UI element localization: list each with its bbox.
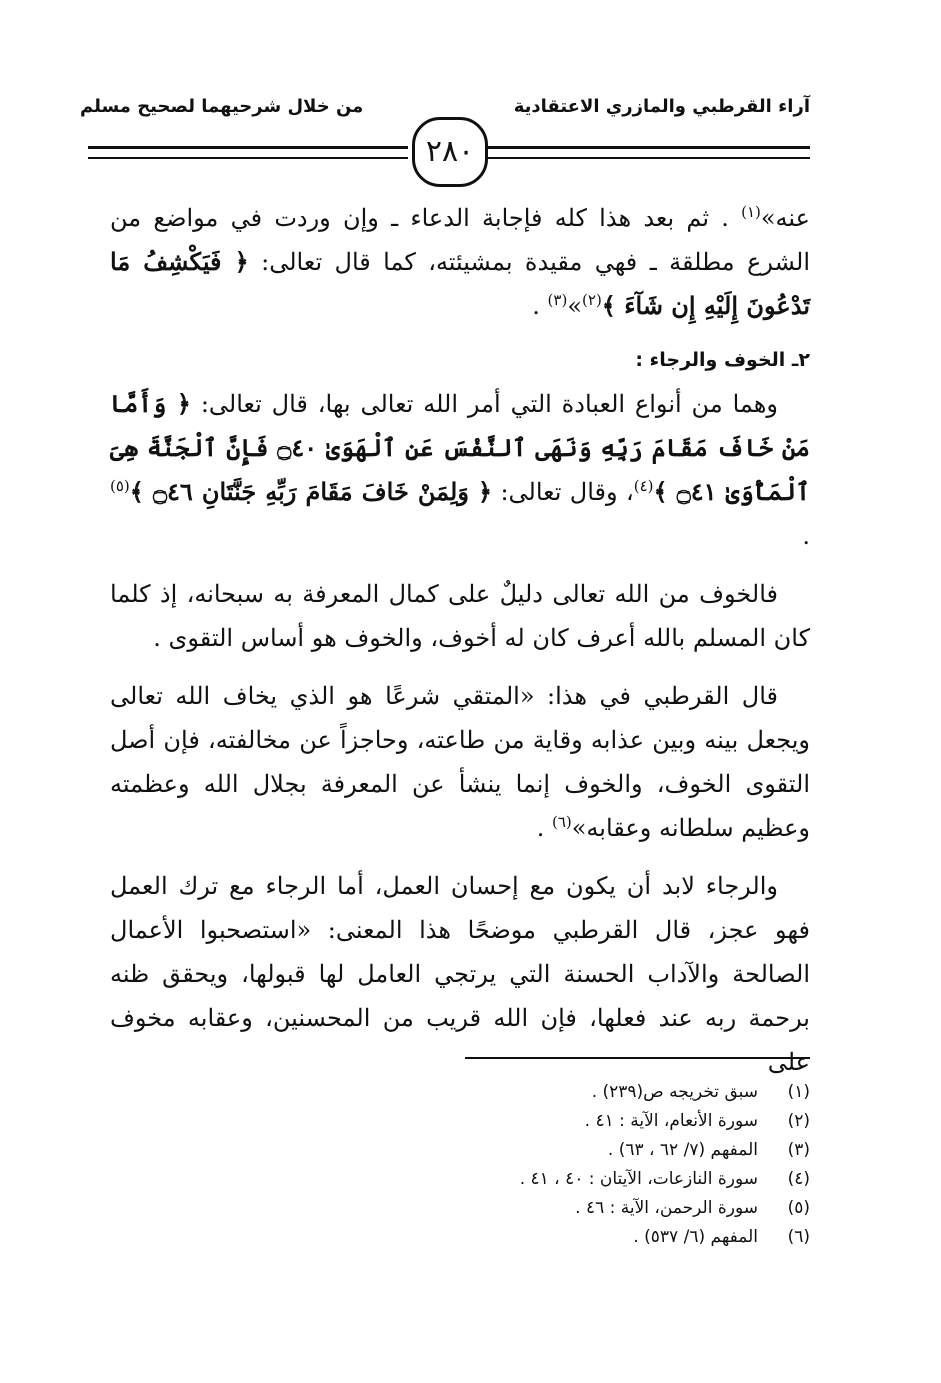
header-rule-left xyxy=(88,146,408,159)
footnote-text: المفهم (٦/ ٥٣٧) . xyxy=(633,1227,758,1247)
p4-text-a: قال القرطبي في هذا: «المتقي شرعًا هو الذي يخاف الله تعالى ويجعل بينه وبين عذابه وقاية من طاعته، وحاجزاً عن مخالفته، فإن أصل التقوى الخوف، والخوف إنما ينشأ عن المعرفة بجلال الله وعظمته وعظيم سلطانه وعقابه» xyxy=(110,682,810,842)
header-book-title: آراء القرطبي والمازري الاعتقادية xyxy=(513,96,810,117)
p2-text-b: ، وقال تعالى: xyxy=(492,478,634,506)
p2-text-a: وهما من أنواع العبادة التي أمر الله تعالى بها، قال تعالى: xyxy=(190,390,778,418)
footnote-ref-4: (٤) xyxy=(633,477,654,495)
p1-text-d: . xyxy=(532,292,548,320)
paragraph-2 xyxy=(110,382,810,558)
footnote-ref-2: (٢) xyxy=(582,291,602,309)
paragraph-4 xyxy=(110,674,810,850)
footnote-text: سبق تخريجه ص(٢٣٩) . xyxy=(591,1082,758,1102)
footnote-item xyxy=(410,1136,810,1165)
footnote-number: (٢) xyxy=(787,1111,810,1131)
footnote-item xyxy=(410,1223,810,1252)
footnote-separator xyxy=(465,1057,810,1059)
quran-verse-1: ﴿ فَيَكْشِفُ مَا تَدْعُونَ إِلَيْهِ إِن شَآءَ ﴾ xyxy=(110,247,810,320)
p4-text-b: . xyxy=(536,814,552,842)
header-rule-right xyxy=(487,146,810,159)
paragraph-5: والرجاء لابد أن يكون مع إحسان العمل، أما الرجاء مع ترك العمل فهو عجز، قال القرطبي موضحًا هذا المعنى: «استصحبوا الأعمال الصالحة والآداب الحسنة التي يرتجي العامل لها قبولها، ويحقق ظنه برحمة ربه عند فعلها، فإن الله قريب من المحسنين، وعقابه مخوف على xyxy=(110,872,810,1076)
p1-text-a: عنه» xyxy=(760,204,810,232)
footnote-number: (١) xyxy=(787,1082,810,1102)
quran-verse-3: ﴿ وَلِمَنْ خَافَ مَقَامَ رَبِّهِ جَنَّتَانِ ۝٤٦ ﴾ xyxy=(129,477,493,506)
header-book-subtitle: من خلال شرحيهما لصحيح مسلم xyxy=(80,96,364,117)
footnote-ref-1: (١) xyxy=(741,203,761,221)
p1-text-c: » xyxy=(567,292,583,320)
footnote-text: سورة النازعات، الآيتان : ٤٠ ، ٤١ . xyxy=(519,1169,758,1189)
footnote-ref-6: (٦) xyxy=(551,813,572,831)
p1-text-b: . ثم بعد هذا كله فإجابة الدعاء ـ وإن وردت في مواضع من الشرع مطلقة ـ فهي مقيدة بمشيئته، كما قال تعالى: xyxy=(110,204,810,276)
footnotes xyxy=(410,1078,810,1252)
footnote-ref-5: (٥) xyxy=(110,477,130,495)
footnote-ref-3: (٣) xyxy=(547,291,568,309)
footnote-text: سورة الرحمن، الآية : ٤٦ . xyxy=(575,1198,758,1218)
quran-verse-2: ﴿ وَأَمَّا مَنْ خَافَ مَقَامَ رَبِّهِ وَنَهَى ٱلنَّفْسَ عَنِ ٱلْهَوَىٰ ۝٤٠ فَإِنَّ ٱلْجَنَّةَ هِىَ ٱلْمَأْوَىٰ ۝٤١ ﴾ xyxy=(110,389,811,506)
footnote-number: (٥) xyxy=(787,1198,810,1218)
paragraph-3: فالخوف من الله تعالى دليلٌ على كمال المعرفة به سبحانه، إذ كلما كان المسلم بالله أعرف كان له أخوف، والخوف هو أساس التقوى . xyxy=(110,580,810,652)
footnote-number: (٦) xyxy=(787,1227,810,1247)
footnote-number: (٤) xyxy=(787,1169,810,1189)
footnote-item xyxy=(410,1194,810,1223)
footnote-number: (٣) xyxy=(787,1140,810,1160)
paragraph-1 xyxy=(110,196,810,328)
footnote-item xyxy=(410,1107,810,1136)
footnote-text: سورة الأنعام، الآية : ٤١ . xyxy=(584,1111,758,1131)
main-text xyxy=(110,196,810,1084)
p2-text-c: . xyxy=(802,522,810,550)
section-heading: ٢ـ الخوف والرجاء : xyxy=(635,349,810,371)
footnote-item xyxy=(410,1165,810,1194)
footnote-text: المفهم (٧/ ٦٢ ، ٦٣) . xyxy=(607,1140,758,1160)
page-number: ٢٨٠ xyxy=(412,117,488,187)
footnote-item xyxy=(410,1078,810,1107)
